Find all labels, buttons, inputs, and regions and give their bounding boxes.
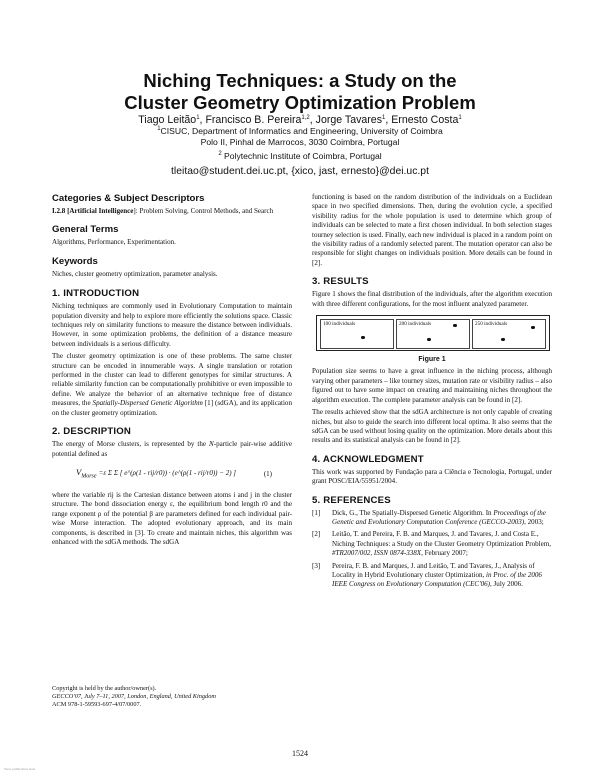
author-name: Tiago Leitão bbox=[138, 114, 197, 126]
title-line-2: Cluster Geometry Optimization Problem bbox=[124, 92, 476, 113]
affiliation-mark: 1 bbox=[157, 126, 161, 132]
description-paragraph-1: The energy of Morse clusters, is represented by the N-particle pair-wise additive potential defined as bbox=[52, 440, 292, 458]
publication-stats-link[interactable]: View publication stats bbox=[4, 767, 36, 771]
figure-panel bbox=[396, 319, 470, 349]
copyright-line-2: GECCO'07, July 7–11, 2007, London, England, United Kingdom bbox=[52, 693, 216, 701]
affiliation-2 bbox=[0, 151, 600, 162]
panel-label: 100 individuals bbox=[323, 321, 356, 328]
categories-heading: Categories & Subject Descriptors bbox=[52, 193, 205, 204]
panel-label: 250 individuals bbox=[475, 321, 508, 328]
results-paragraph-3: The results achieved show that the sdGA architecture is not only capable of creating niches, but also to guide the search into different local optima. It also seems that the sdGA can be used without losing quality on the optimization. More details about this results and its statistical analysis can be found in [2]. bbox=[312, 408, 552, 445]
author-emails: tleitao@student.dei.uc.pt, {xico, jast, ernesto}@dei.uc.pt bbox=[171, 166, 429, 177]
author-name: Ernesto Costa bbox=[391, 114, 459, 126]
acknowledgment-heading: 4. ACKNOWLEDGMENT bbox=[312, 453, 424, 465]
description-heading: 2. DESCRIPTION bbox=[52, 426, 132, 438]
author-affiliation-mark: 1 bbox=[196, 115, 200, 121]
description-continued: functioning is based on the random distribution of the individuals on a Euclidean space in two specified dimensions. Then, during the evolution cycle, a specified visibility radius for the whole population is used to determine which group of individuals can be selected to mate a first chosen individual. In both selection stages tourney selection is used. Finally, each new individual is placed in a random point on the visibility radius of a randomly selected parent. The mutation operator can also be responsible for slight changes on individuals position. More details can be found in [2]. bbox=[312, 193, 552, 267]
figure-panel bbox=[472, 319, 546, 349]
left-column bbox=[52, 193, 292, 550]
affiliation-line-2: Polo II, Pinhal de Marrocos, 3030 Coimbra, Portugal bbox=[200, 137, 400, 147]
figure-caption: Figure 1 bbox=[418, 356, 446, 364]
results-heading: 3. RESULTS bbox=[312, 276, 369, 288]
affiliation-line-1: CISUC, Department of Informatics and Engineering, University of Coimbra bbox=[160, 126, 443, 136]
niche-dot bbox=[501, 338, 505, 341]
niche-dot bbox=[427, 338, 431, 341]
morse-equation bbox=[52, 462, 292, 488]
copyright-notice bbox=[52, 685, 292, 710]
equation-rhs: =ε Σ Σ [ e^(ρ(1 - rij/r0)) · (e^(ρ(1 - rij/r0)) − 2) ] bbox=[98, 468, 237, 477]
reference-number: [1] bbox=[312, 508, 321, 517]
introduction-paragraph-1: Niching techniques are commonly used in Evolutionary Computation to maintain population diversity and help to explore more efficiently the solutions space. Classic techniques rely on similarity functions to measure the distance between individuals. However, in some optimization problems, the definition of a distance measure between individuals is a serious difficulty. bbox=[52, 302, 292, 348]
categories-text: I.2.8 [Artificial Intelligence]: Problem Solving, Control Methods, and Search bbox=[52, 207, 274, 215]
equation-lhs: V bbox=[76, 466, 82, 477]
niche-dot bbox=[361, 336, 365, 339]
paper-title bbox=[0, 70, 600, 114]
reference-item: [3] Pereira, F. B. and Marques, J. and Leitão, T. and Tavares, J., Analysis of Locality in Hybrid Evolutionary cluster Optimization, in Proc. of the 2006 IEEE Congress on Evolutionary Computation (CEC'06), July 2006. bbox=[312, 561, 542, 589]
figure-1 bbox=[316, 315, 550, 351]
description-paragraph-2: where the variable rij is the Cartesian distance between atoms i and j in the cluster structure. The bond dissociation energy ε, the equilibrium bond length r0 and the range exponent ρ of the potential β are parameters defined for each individual pair-wise Morse interaction. The adopted evolutionary approach, and its main components, is described in [3]. To create and maintain niches, this algorithm was enhanced with the sdGA methods. The sdGA bbox=[52, 490, 292, 546]
author-affiliation-mark: 1 bbox=[382, 115, 386, 121]
page-number: 1524 bbox=[292, 749, 308, 758]
introduction-paragraph-2: The cluster geometry optimization is one of these problems. The same cluster structure can be encoded in innumerable ways. A single translation or rotation performed in the cluster can lead to different genotypes for similar structures. A reliable similarity function can be computationally prohibitive or even impossible to define. We analyze the behavior of an alternative technique free of distance measures, the Spatially-Dispersed Genetic Algorithm [1] (sdGA), and its application on the cluster geometry optimization. bbox=[52, 352, 292, 417]
results-paragraph-2: Population size seems to have a great influence in the niching process, although varying other parameters – like tourney sizes, mutation rate or visibility radius – also figured out to have some impact on creating and maintaining niches throughout the algorithm execution. The complete parameter analysis can be found in [2]. bbox=[312, 367, 552, 404]
affiliation-1 bbox=[0, 126, 600, 148]
results-paragraph-1: Figure 1 shows the final distribution of the individuals, after the algorithm execution with three different configurations, for the most influent analyzed parameter. bbox=[312, 290, 552, 308]
equation-subscript: Morse bbox=[81, 473, 97, 480]
right-column bbox=[312, 193, 552, 593]
copyright-line-1: Copyright is held by the author/owner(s). bbox=[52, 685, 157, 692]
affiliation-text: Polytechnic Institute of Coimbra, Portugal bbox=[224, 151, 382, 161]
affiliation-mark: 2 bbox=[218, 151, 222, 157]
author-affiliation-mark: 1 bbox=[458, 115, 462, 121]
introduction-heading: 1. INTRODUCTION bbox=[52, 288, 140, 300]
author-list: Tiago Leitão$^1$, Francisco B. Pereira$^{1,2}$, Jorge Tavares$^1$, Ernesto Costa$^1$ bbox=[138, 114, 462, 126]
title-line-1: Niching Techniques: a Study on the bbox=[143, 70, 457, 91]
general-terms-heading: General Terms bbox=[52, 224, 119, 236]
author-affiliation-mark: 1,2 bbox=[301, 115, 310, 121]
niche-dot bbox=[531, 326, 535, 329]
keywords-heading: Keywords bbox=[52, 255, 98, 267]
author-name: Jorge Tavares bbox=[315, 114, 382, 126]
reference-item: [2] Leitão, T. and Pereira, F. B. and Marques, J. and Tavares, J. and Costa E., Niching Techniques: a Study on the Cluster Geometry Optimization Problem, #TR2007/002, ISSN 0874-338X, February 2007; bbox=[312, 530, 551, 558]
niche-dot bbox=[453, 324, 457, 327]
references-heading: 5. REFERENCES bbox=[312, 494, 391, 506]
panel-label: 200 individuals bbox=[399, 321, 432, 328]
copyright-line-3: ACM 978-1-59593-697-4/07/0007. bbox=[52, 701, 142, 709]
reference-number: [3] bbox=[312, 561, 321, 570]
general-terms-text: Algorithms, Performance, Experimentation. bbox=[52, 238, 176, 247]
reference-list bbox=[312, 509, 552, 590]
acknowledgment-text: This work was supported by Fundação para a Ciência e Tecnologia, Portugal, under grant POSC/EIA/55951/2004. bbox=[312, 467, 552, 486]
author-name: Francisco B. Pereira bbox=[205, 114, 302, 126]
reference-number: [2] bbox=[312, 530, 321, 539]
reference-item: [1] Dick, G., The Spatially-Dispersed Genetic Algorithm. In Proceedings of the Genetic and Evolutionary Computation Conference (GECCO-2003), 2003; bbox=[312, 508, 546, 526]
keywords-text: Niches, cluster geometry optimization, parameter analysis. bbox=[52, 269, 218, 278]
figure-panel bbox=[320, 319, 394, 349]
equation-number: (1) bbox=[263, 469, 272, 478]
